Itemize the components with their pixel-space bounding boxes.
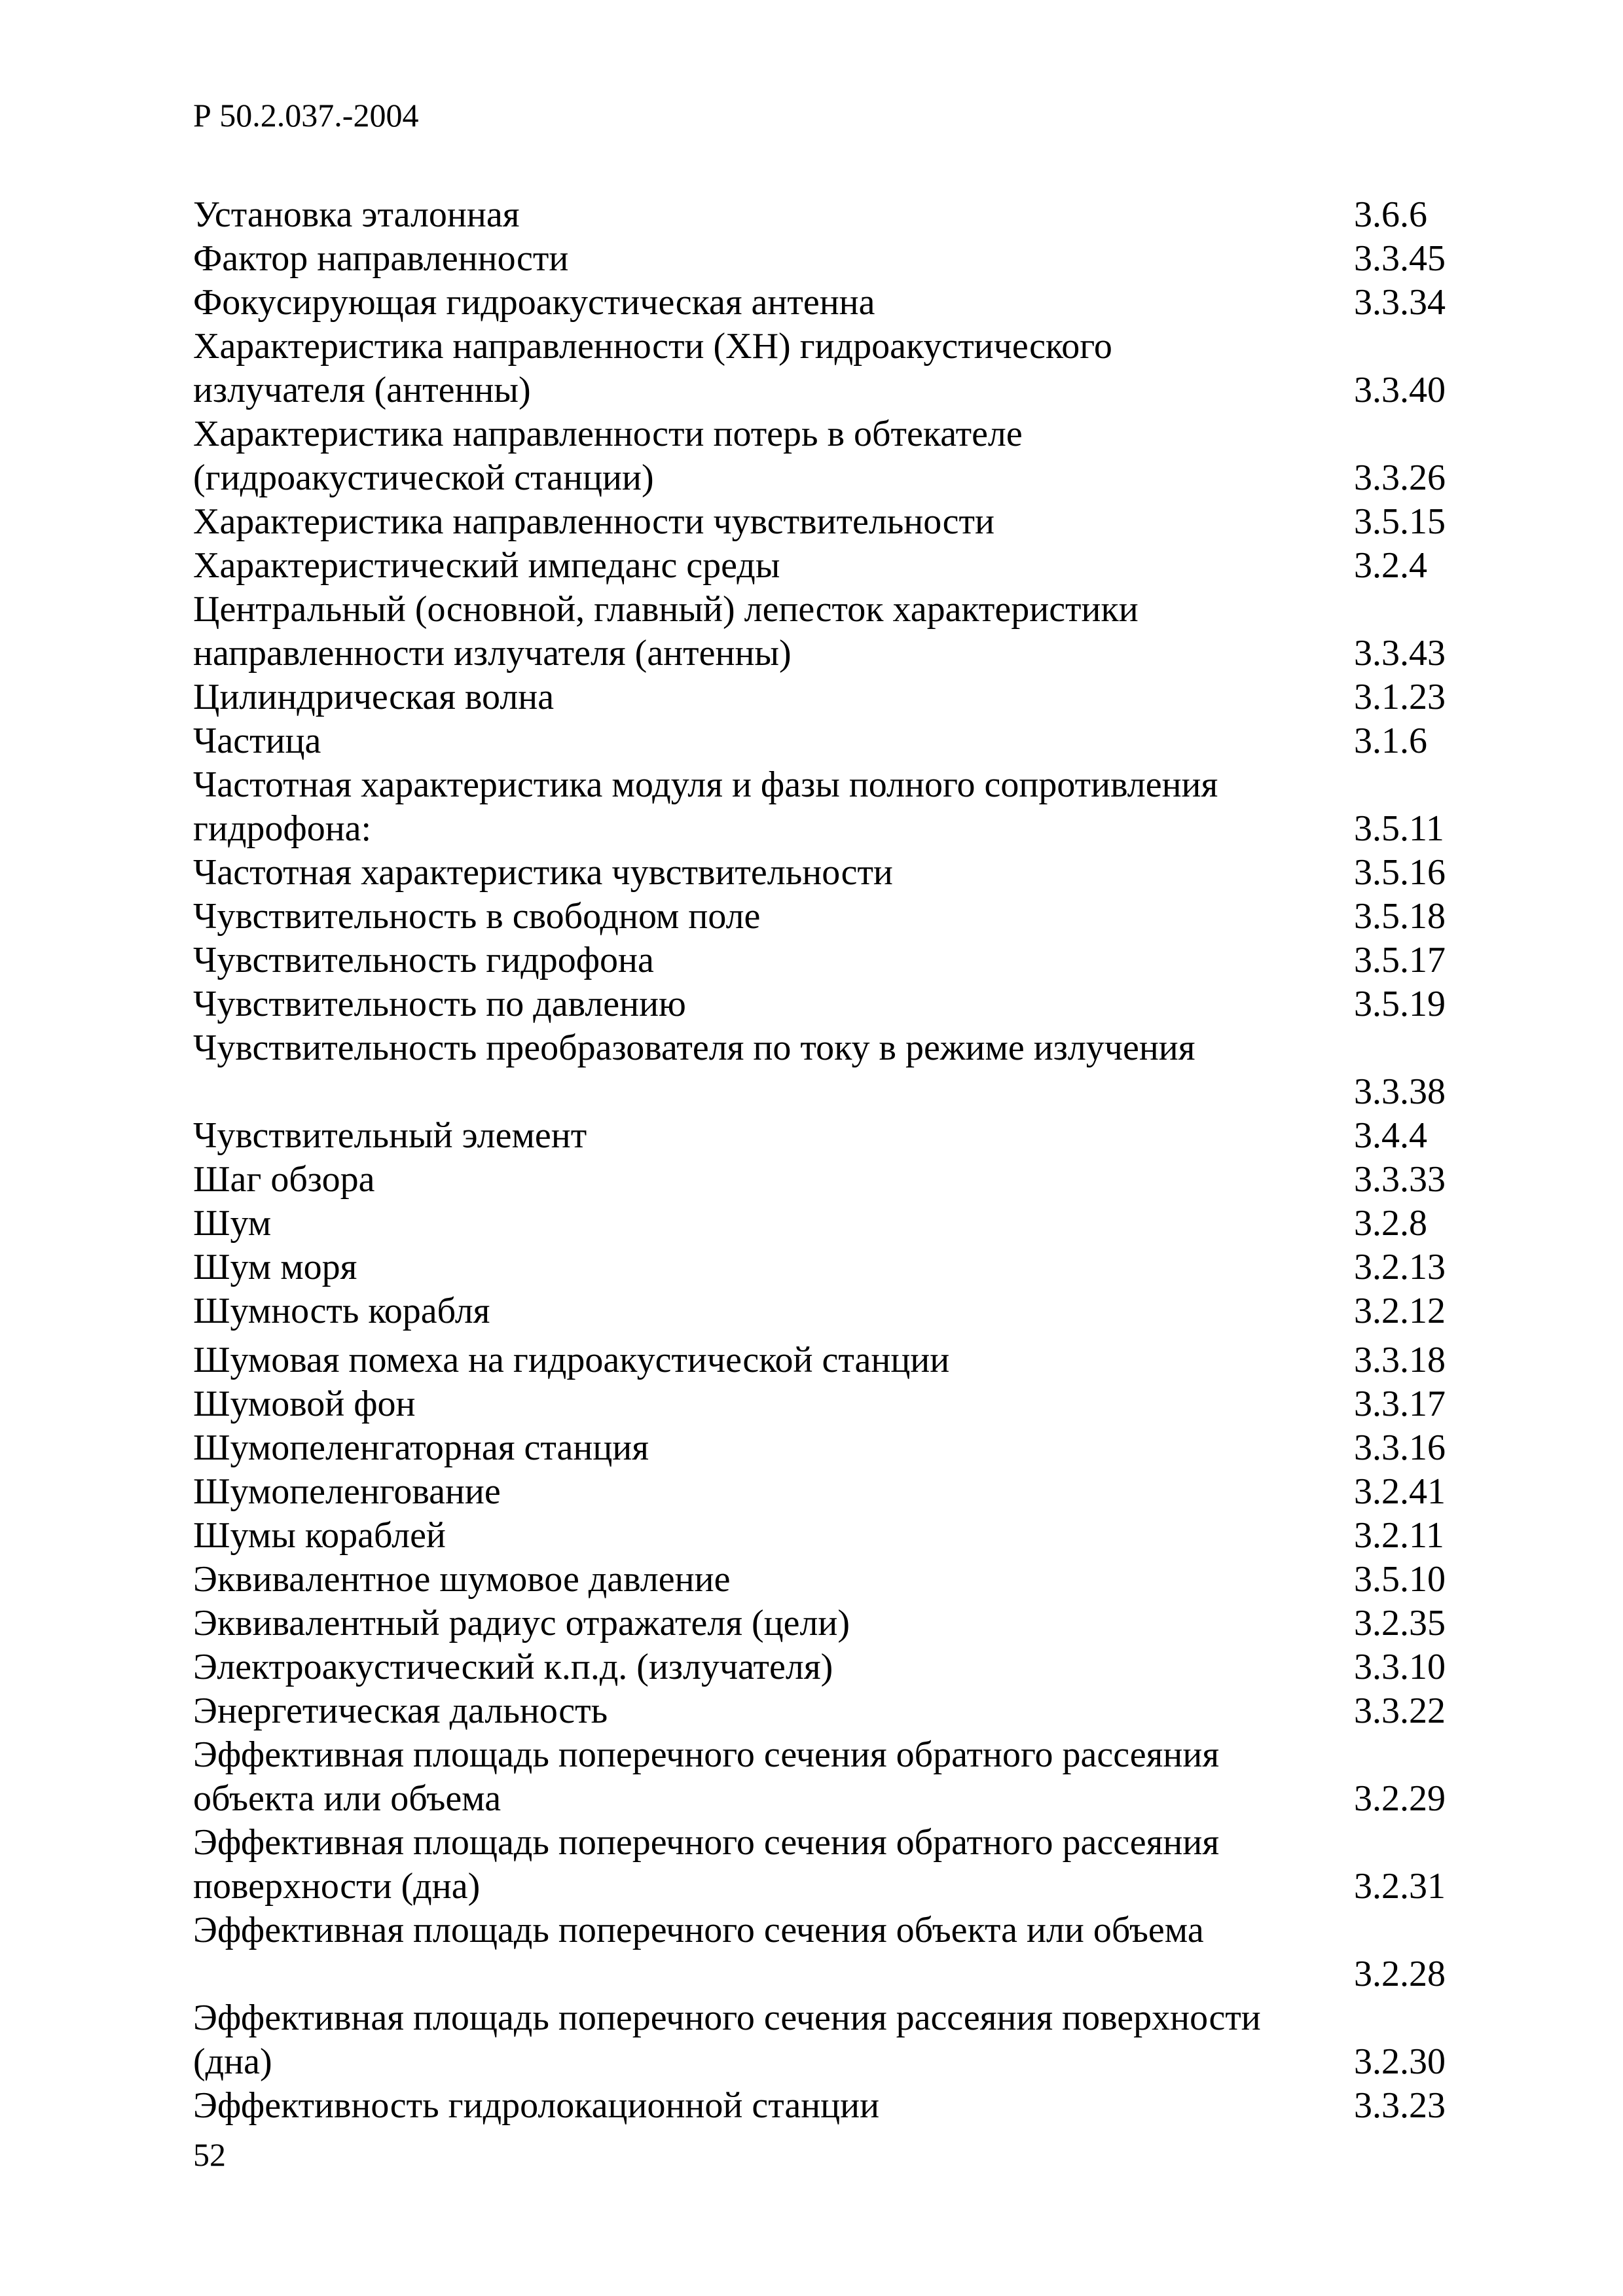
index-term: Шум моря	[193, 1247, 357, 1287]
index-term: Эффективная площадь поперечного сечения рассеяния поверхности	[193, 1998, 1261, 2038]
index-term: Характеристика направленности (ХН) гидроакустического	[193, 326, 1112, 367]
index-section-ref: 3.3.17	[1354, 1384, 1446, 1424]
index-entry	[193, 895, 1450, 939]
index-entry-line	[193, 1777, 1450, 1821]
index-entry	[193, 325, 1450, 412]
index-term: Энергетическая дальность	[193, 1691, 608, 1731]
index-section-ref: 3.4.4	[1354, 1115, 1427, 1156]
index-term: Частица	[193, 721, 321, 761]
index-entry	[193, 1558, 1450, 1602]
index-entry	[193, 1909, 1450, 1996]
index-entry-line	[193, 1338, 1450, 1382]
index-entry-line	[193, 1382, 1450, 1426]
index-term: Чувствительность по давлению	[193, 984, 686, 1024]
index-term: Шумовая помеха на гидроакустической станции	[193, 1340, 950, 1380]
index-section-ref: 3.3.10	[1354, 1647, 1446, 1687]
index-term: Шумность корабля	[193, 1291, 490, 1331]
index-entry	[193, 1514, 1450, 1558]
index-term: Эффективность гидролокационной станции	[193, 2085, 880, 2126]
index-entry	[193, 1733, 1450, 1821]
index-entry-line	[193, 982, 1450, 1026]
index-entry-line	[193, 456, 1450, 500]
index-entry-line	[193, 237, 1450, 281]
index-entry	[193, 1026, 1450, 1114]
index-section-ref: 3.2.41	[1354, 1471, 1446, 1512]
index-entry	[193, 544, 1450, 588]
index-section-ref: 3.3.22	[1354, 1691, 1446, 1731]
index-entry-line	[193, 2040, 1450, 2084]
index-entry-line	[193, 588, 1450, 632]
index-term: Фактор направленности	[193, 238, 569, 279]
index-term: Эквивалентное шумовое давление	[193, 1559, 731, 1600]
index-entry	[193, 1202, 1450, 1246]
index-section-ref: 3.3.33	[1354, 1159, 1446, 1200]
index-section-ref: 3.3.26	[1354, 457, 1446, 498]
index-entry-line	[193, 368, 1450, 412]
index-term: Шумопеленгование	[193, 1471, 501, 1512]
index-entry	[193, 1158, 1450, 1202]
index-term: (дна)	[193, 2041, 272, 2082]
index-entry	[193, 1470, 1450, 1514]
index-section-ref: 3.6.6	[1354, 194, 1427, 235]
index-entry	[193, 763, 1450, 851]
index-section-ref: 3.3.40	[1354, 370, 1446, 410]
index-entry	[193, 1246, 1450, 1289]
index-section-ref: 3.2.8	[1354, 1203, 1427, 1244]
index-entry-line	[193, 2084, 1450, 2128]
index-entry	[193, 1382, 1450, 1426]
index-term: Шумовой фон	[193, 1384, 416, 1424]
index-section-ref: 3.1.23	[1354, 677, 1446, 717]
index-term: Эквивалентный радиус отражателя (цели)	[193, 1603, 850, 1643]
index-term: Шум	[193, 1203, 272, 1244]
index-entry	[193, 1996, 1450, 2084]
index-entry	[193, 412, 1450, 500]
index-term: Эффективная площадь поперечного сечения объекта или объема	[193, 1910, 1204, 1950]
index-entry-line	[193, 325, 1450, 368]
index-entry-line	[193, 1689, 1450, 1733]
index-section-ref: 3.5.15	[1354, 501, 1446, 542]
index-section-ref: 3.5.17	[1354, 940, 1446, 980]
index-section-ref: 3.2.31	[1354, 1866, 1446, 1907]
index-term: Характеристика направленности чувствительности	[193, 501, 994, 542]
index-entry-line	[193, 632, 1450, 675]
index-entry-line	[193, 1470, 1450, 1514]
index-term: Центральный (основной, главный) лепесток характеристики	[193, 589, 1139, 630]
index-section-ref: 3.5.16	[1354, 852, 1446, 893]
index-term: Эффективная площадь поперечного сечения обратного рассеяния	[193, 1734, 1220, 1775]
index-section-ref: 3.3.34	[1354, 282, 1446, 323]
index-term: Шаг обзора	[193, 1159, 375, 1200]
index-entry-line	[193, 1114, 1450, 1158]
index-term: Электроакустический к.п.д. (излучателя)	[193, 1647, 833, 1687]
index-entry	[193, 1114, 1450, 1158]
index-entry	[193, 939, 1450, 982]
index-entry-line	[193, 1558, 1450, 1602]
index-entry	[193, 1689, 1450, 1733]
index-entry	[193, 237, 1450, 281]
index-entry	[193, 1821, 1450, 1909]
index-term: Эффективная площадь поперечного сечения обратного рассеяния	[193, 1822, 1220, 1863]
index-section-ref: 3.1.6	[1354, 721, 1427, 761]
index-section-ref: 3.2.12	[1354, 1291, 1446, 1331]
term-index-list	[193, 193, 1450, 2128]
index-term: Фокусирующая гидроакустическая антенна	[193, 282, 875, 323]
index-entry-line	[193, 1821, 1450, 1865]
index-section-ref: 3.2.28	[1354, 1954, 1446, 1994]
index-term: Частотная характеристика модуля и фазы полного сопротивления	[193, 764, 1218, 805]
index-entry	[193, 719, 1450, 763]
index-entry	[193, 588, 1450, 675]
index-section-ref: 3.3.43	[1354, 633, 1446, 673]
index-entry	[193, 1338, 1450, 1382]
index-term: Цилиндрическая волна	[193, 677, 555, 717]
index-entry	[193, 1645, 1450, 1689]
index-term: Чувствительность в свободном поле	[193, 896, 761, 937]
index-section-ref: 3.5.19	[1354, 984, 1446, 1024]
index-section-ref: 3.3.16	[1354, 1427, 1446, 1468]
index-entry-line	[193, 807, 1450, 851]
index-term: Частотная характеристика чувствительности	[193, 852, 893, 893]
index-section-ref: 3.2.13	[1354, 1247, 1446, 1287]
index-section-ref: 3.2.30	[1354, 2041, 1446, 2082]
index-section-ref: 3.3.23	[1354, 2085, 1446, 2126]
index-entry-line	[193, 1246, 1450, 1289]
index-entry-line	[193, 939, 1450, 982]
index-entry-line	[193, 1026, 1450, 1070]
index-entry	[193, 1602, 1450, 1645]
index-term: Чувствительный элемент	[193, 1115, 587, 1156]
index-term: Шумы кораблей	[193, 1515, 446, 1556]
index-entry-line	[193, 1289, 1450, 1333]
index-entry-line	[193, 1865, 1450, 1909]
index-entry-line	[193, 1645, 1450, 1689]
index-entry-line	[193, 1426, 1450, 1470]
index-term: излучателя (антенны)	[193, 370, 531, 410]
index-term: (гидроакустической станции)	[193, 457, 654, 498]
index-entry-line	[193, 1202, 1450, 1246]
index-section-ref: 3.5.11	[1354, 808, 1444, 849]
index-section-ref: 3.3.18	[1354, 1340, 1446, 1380]
index-entry-line	[193, 193, 1450, 237]
index-entry-line	[193, 1514, 1450, 1558]
index-term: направленности излучателя (антенны)	[193, 633, 792, 673]
index-section-ref: 3.3.38	[1354, 1071, 1446, 1112]
index-term: Чувствительность преобразователя по току в режиме излучения	[193, 1028, 1195, 1068]
document-code: Р 50.2.037.-2004	[193, 97, 419, 134]
index-term: Шумопеленгаторная станция	[193, 1427, 649, 1468]
index-entry-line	[193, 675, 1450, 719]
index-entry	[193, 1426, 1450, 1470]
index-entry-line	[193, 500, 1450, 544]
index-entry	[193, 281, 1450, 325]
index-section-ref: 3.5.18	[1354, 896, 1446, 937]
index-term: объекта или объема	[193, 1778, 501, 1819]
index-term: гидрофона:	[193, 808, 372, 849]
page-number: 52	[193, 2136, 226, 2173]
index-term: Характеристический импеданс среды	[193, 545, 780, 586]
index-section-ref: 3.2.35	[1354, 1603, 1446, 1643]
index-entry	[193, 2084, 1450, 2128]
index-section-ref: 3.3.45	[1354, 238, 1446, 279]
index-entry-line	[193, 281, 1450, 325]
index-section-ref: 3.2.29	[1354, 1778, 1446, 1819]
index-entry-line	[193, 1070, 1450, 1114]
index-section-ref: 3.5.10	[1354, 1559, 1446, 1600]
index-entry-line	[193, 1996, 1450, 2040]
index-entry	[193, 1289, 1450, 1333]
index-entry	[193, 675, 1450, 719]
index-term: Чувствительность гидрофона	[193, 940, 654, 980]
index-entry-line	[193, 851, 1450, 895]
index-entry-line	[193, 1952, 1450, 1996]
index-entry-line	[193, 412, 1450, 456]
index-entry	[193, 500, 1450, 544]
index-term: поверхности (дна)	[193, 1866, 481, 1907]
index-entry-line	[193, 719, 1450, 763]
index-entry-line	[193, 1909, 1450, 1952]
index-entry	[193, 193, 1450, 237]
index-entry-line	[193, 895, 1450, 939]
index-entry	[193, 851, 1450, 895]
index-entry-line	[193, 763, 1450, 807]
index-entry-line	[193, 1158, 1450, 1202]
index-entry-line	[193, 1602, 1450, 1645]
index-term: Установка эталонная	[193, 194, 520, 235]
index-entry-line	[193, 544, 1450, 588]
index-entry-line	[193, 1733, 1450, 1777]
index-section-ref: 3.2.11	[1354, 1515, 1444, 1556]
index-term: Характеристика направленности потерь в обтекателе	[193, 414, 1023, 454]
index-entry	[193, 982, 1450, 1026]
index-section-ref: 3.2.4	[1354, 545, 1427, 586]
